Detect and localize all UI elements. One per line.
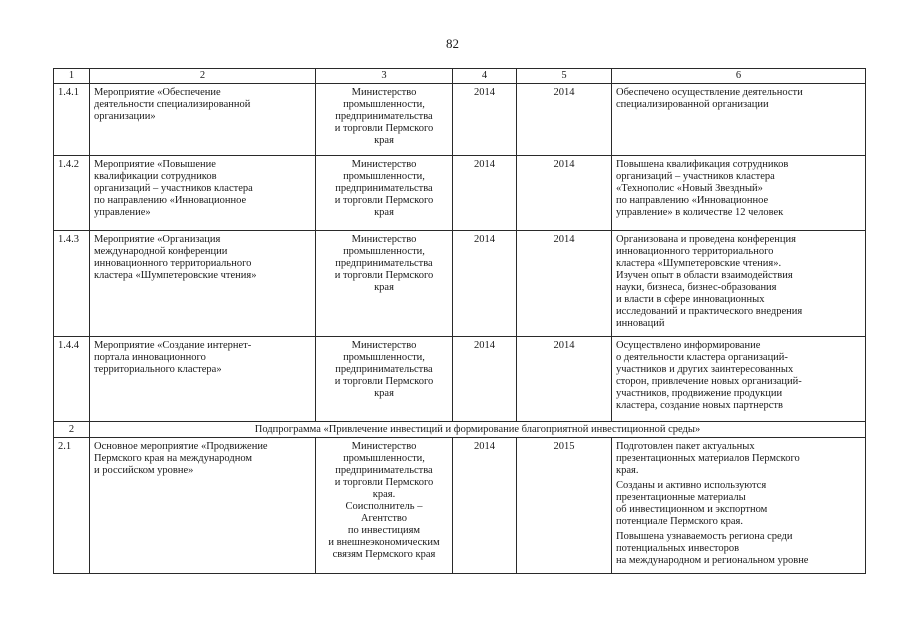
end-year: 2014: [517, 156, 612, 231]
event-line: кластера «Шумпетеровские чтения»: [94, 270, 257, 281]
result-line: кластера, создание новых партнерств: [616, 400, 783, 411]
executor-line: промышленности,: [343, 453, 425, 464]
table-row: [54, 156, 866, 231]
executor-line: Министерство: [351, 159, 417, 170]
executor-line: Агентство: [360, 513, 408, 524]
executor-line: Министерство: [351, 340, 417, 351]
executor-line: и торговли Пермского: [334, 195, 434, 206]
executor-line: и торговли Пермского: [334, 270, 434, 281]
result-paragraph: [616, 480, 861, 528]
executor-line: промышленности,: [343, 171, 425, 182]
executor-line: предпринимательства: [335, 111, 433, 122]
executor-line: Министерство: [351, 234, 417, 245]
table-row: [54, 84, 866, 156]
end-year: 2014: [517, 337, 612, 422]
event-line: организаций – участников кластера: [94, 183, 253, 194]
result-line: «Технополис «Новый Звездный»: [616, 183, 763, 194]
start-year: 2014: [453, 231, 517, 337]
event-line: международной конференции: [94, 246, 228, 257]
result-line: потенциале Пермского края.: [616, 516, 743, 527]
executor-line: предпринимательства: [335, 364, 433, 375]
result-line: по направлению «Инновационное: [616, 195, 769, 206]
table-row: [54, 438, 866, 574]
event-name: [90, 438, 316, 574]
expected-result: [612, 156, 866, 231]
result-line: исследований и практического внедрения: [616, 306, 803, 317]
expected-result: [612, 438, 866, 574]
result-line: на международном и региональном уровне: [616, 555, 809, 566]
result-line: инноваций: [616, 318, 665, 329]
end-year: 2015: [517, 438, 612, 574]
result-line: инновационного территориального: [616, 246, 774, 257]
result-line: края.: [616, 465, 639, 476]
executor-line: края: [374, 135, 394, 146]
event-line: управление»: [94, 207, 151, 218]
result-line: Созданы и активно используются: [616, 480, 767, 491]
result-paragraph: [616, 234, 861, 330]
executor-line: и внешнеэкономическим: [328, 537, 440, 548]
end-year: 2014: [517, 84, 612, 156]
executor: [316, 156, 453, 231]
result-line: о деятельности кластера организаций-: [616, 352, 788, 363]
result-line: сторон, привлечение новых организаций-: [616, 376, 802, 387]
row-number: 2.1: [54, 438, 90, 574]
subprogram-row: [54, 422, 866, 438]
subprogram-title: Подпрограмма «Привлечение инвестиций и формирование благоприятной инвестиционной среды»: [90, 422, 866, 438]
row-number: 1.4.1: [54, 84, 90, 156]
executor-line: края: [374, 282, 394, 293]
event-line: квалификации сотрудников: [94, 171, 217, 182]
event-line: Пермского края на международном: [94, 453, 253, 464]
header-cell-3: 3: [316, 69, 453, 84]
result-paragraph: [616, 340, 861, 412]
executor-line: связям Пермского края: [332, 549, 436, 560]
expected-result: [612, 84, 866, 156]
event-line: Мероприятие «Повышение: [94, 159, 216, 170]
event-line: Мероприятие «Обеспечение: [94, 87, 221, 98]
executor-line: Соисполнитель –: [345, 501, 423, 512]
result-paragraph: [616, 441, 861, 477]
executor-line: предпринимательства: [335, 258, 433, 269]
executor-line: по инвестициям: [347, 525, 421, 536]
header-cell-6: 6: [612, 69, 866, 84]
result-line: специализированной организации: [616, 99, 769, 110]
result-line: Изучен опыт в области взаимодействия: [616, 270, 793, 281]
result-line: Обеспечено осуществление деятельности: [616, 87, 803, 98]
event-line: по направлению «Инновационное: [94, 195, 247, 206]
event-line: Мероприятие «Организация: [94, 234, 221, 245]
result-line: и власти в сфере инновационных: [616, 294, 765, 305]
result-line: Повышена квалификация сотрудников: [616, 159, 789, 170]
table-row: [54, 337, 866, 422]
expected-result: [612, 231, 866, 337]
executor: [316, 337, 453, 422]
result-line: Осуществлено информирование: [616, 340, 761, 351]
result-line: управление» в количестве 12 человек: [616, 207, 784, 218]
result-line: науки, бизнеса, бизнес-образования: [616, 282, 777, 293]
event-line: портала инновационного: [94, 352, 206, 363]
result-line: организаций – участников кластера: [616, 171, 775, 182]
executor-line: предпринимательства: [335, 465, 433, 476]
event-name: [90, 337, 316, 422]
result-line: Повышена узнаваемость региона среди: [616, 531, 793, 542]
event-name: [90, 156, 316, 231]
executor-line: промышленности,: [343, 352, 425, 363]
executor: [316, 438, 453, 574]
page-number: 82: [446, 36, 459, 51]
start-year: 2014: [453, 84, 517, 156]
table-header-row: [54, 69, 866, 84]
event-line: Мероприятие «Создание интернет-: [94, 340, 252, 351]
result-paragraph: [616, 159, 861, 219]
start-year: 2014: [453, 156, 517, 231]
executor-line: Министерство: [351, 441, 417, 452]
event-line: организации»: [94, 111, 156, 122]
row-number: 1.4.3: [54, 231, 90, 337]
executor-line: промышленности,: [343, 246, 425, 257]
result-paragraph: [616, 87, 861, 111]
result-line: об инвестиционном и экспортном: [616, 504, 768, 515]
table-row: [54, 231, 866, 337]
executor-line: края: [374, 207, 394, 218]
executor-line: и торговли Пермского: [334, 123, 434, 134]
event-line: территориального кластера»: [94, 364, 222, 375]
event-name: [90, 231, 316, 337]
executor-line: края: [374, 388, 394, 399]
event-line: Основное мероприятие «Продвижение: [94, 441, 268, 452]
start-year: 2014: [453, 337, 517, 422]
executor-line: промышленности,: [343, 99, 425, 110]
result-line: презентационные материалы: [616, 492, 746, 503]
result-line: Организована и проведена конференция: [616, 234, 796, 245]
expected-result: [612, 337, 866, 422]
executor: [316, 84, 453, 156]
executor-line: Министерство: [351, 87, 417, 98]
result-line: кластера «Шумпетеровские чтения».: [616, 258, 782, 269]
measures-table: [53, 68, 866, 574]
event-line: и российском уровне»: [94, 465, 194, 476]
result-line: участников и других заинтересованных: [616, 364, 794, 375]
executor-line: предпринимательства: [335, 183, 433, 194]
executor-line: и торговли Пермского: [334, 477, 434, 488]
executor-line: и торговли Пермского: [334, 376, 434, 387]
event-line: деятельности специализированной: [94, 99, 251, 110]
result-line: потенциальных инвесторов: [616, 543, 740, 554]
row-number: 1.4.4: [54, 337, 90, 422]
event-line: инновационного территориального: [94, 258, 252, 269]
header-cell-1: 1: [54, 69, 90, 84]
end-year: 2014: [517, 231, 612, 337]
event-name: [90, 84, 316, 156]
result-paragraph: [616, 531, 861, 567]
start-year: 2014: [453, 438, 517, 574]
executor-line: края.: [372, 489, 396, 500]
subprogram-number: 2: [54, 422, 90, 438]
header-cell-4: 4: [453, 69, 517, 84]
row-number: 1.4.2: [54, 156, 90, 231]
result-line: участников, продвижение продукции: [616, 388, 783, 399]
result-line: презентационных материалов Пермского: [616, 453, 800, 464]
result-line: Подготовлен пакет актуальных: [616, 441, 755, 452]
header-cell-2: 2: [90, 69, 316, 84]
header-cell-5: 5: [517, 69, 612, 84]
executor: [316, 231, 453, 337]
